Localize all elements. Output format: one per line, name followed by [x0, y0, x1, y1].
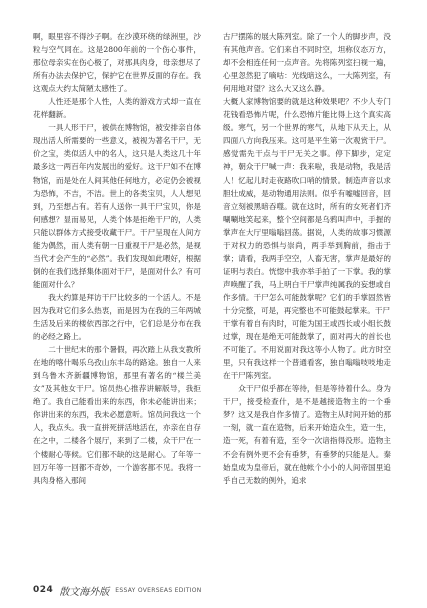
paragraph: 啊，眼里容不得沙子啊。在沙漠环绕的绿洲里，沙粒与空气同在。这是2800年前的一个伤心事件，那位母亲实在伤心极了，对那具肉身，母亲想尽了所有办法去保护它，保护它在世界反面的存在。我这观点大约太简陋太感性了。	[33, 32, 201, 94]
magazine-title: 散文海外版	[59, 586, 110, 598]
page-number: 024	[33, 585, 54, 595]
paragraph: 一具人形干尸，被供在博物馆，被安排亲自体现出活人所需要的一些意义，被视为著名干尸，无价之宝，类似活人中的名人，这只是人类这几十年最多这一两百年内发展出的爱好。这干尸如不在博物馆，而是处在人间其他任何地方，必定仍会被视为恐怖，不吉，不洁。世上的各类宝贝，人人想见到，乃至想占有。若有人送你一具干尸宝贝，你是何感想？显而易见，人类个体是拒绝干尸的，人类只能以群体方式接受收藏干尸。干尸呈现在人间方能为偶然，而人类有朝一日重视干尸是必然，是视当代才会产生的“必然”。我们发现如此喂好，根据倒的在我们选择集体面对干尸，是面对什么？有可能面对什么？	[33, 123, 201, 289]
paragraph: 大概人家博物馆要的就是这种效果吧？不少人专门花钱看恐怖片呢，什么恐怖片能比得上这个真实高级。寒气，另一个世界的寒气，从地下从天上，从四面八方向我压来。这可是平生第一次观赏干尸。感觉需先干点与干尸无关之事。停下脚步，定定神，朝众干尸喊一声：我来啦，我是动物，我是活人！忆起儿时走夜路吹口哨的情景。制造声音以求胆壮成威，是动物通用法则。似乎有嘘嘘回音，回音立刻被黑暗吞噬。就在这时，所有的女死者们齐唰唰地笑起来，整个空间都是乌鸦叫声中，手握的掌声在大厅里嗡嗡回荡。据说，人类的故事习惯源于对权力的恐惧与崇尚，两手举到胸前，指击于掌；请看，我两手空空，人畜无害，掌声是最好的证明与表白。恍惚中我亦举手拍了一下掌。我的掌声唤醒了我，马上明白干尸掌声纯属我的妄想或自作多情。干尸怎么可能鼓掌呢？它们的手掌固然皆十分完整，可是，再完整也不可能鼓起掌来。干尸	[223, 97, 391, 315]
paragraph: 二十世纪末的那个暑假，再次踏上从我支教所在地的喀什喝乐乌孜山东丰岛的路途。独自一人来到乌鲁木齐新疆博物馆，那里有著名的“楼兰美女”及其他女干尸。馆员热心推荐讲解版导，我拒绝了。我自己能看出来的东西，你未必能讲出来；你讲出来的东西，我未必愿意听。馆员问我这一个人，我点头。我一直拼死拼活地活在，亦亲在自存在之中，二楼各个展厅，来到了二楼，众干尸在一个楼耐心等候。它们都不缺的这是耐心。了年等一回万年等一回都不奇妙，一个游客都不见。我将一具肉身格入那间	[33, 345, 201, 485]
paragraph: 我大约算是拜访干尸比较多的一个活人。不是因为我对它们多么热衷，而是因为在我的三年两城生活及后来的楼依西部之行中，它们总是分布在我的必经之路上。	[33, 292, 201, 342]
paragraph: 干掌有着自有肉时，可能为国王或西长或小组长鼓过掌，现在是绝无可能鼓掌了，面对再大的首长也不可能了。不用说面对我这等小人物了。此方时空里，只有我这样一个普通看客，独自嗡嗡吱吱地走在干尸陈列室。	[223, 319, 391, 381]
page-footer	[33, 583, 202, 597]
left-column	[33, 30, 201, 570]
right-column	[223, 30, 391, 570]
magazine-english-title: ESSAY OVERSEAS EDITION	[115, 586, 202, 594]
paragraph: 人性还是那个人性，人类的游戏方式却一直在花样翻新。	[33, 97, 201, 120]
paragraph: 众干尸似乎都在等待，但是等待着什么。身为干尸，接受检查什，是不是越接造物主的一个垂梦？这又是我自作多情了。造物主从时间开始的那一刻，就一直在造物，后来开始造众生，造一生，造一死，有着有造，至令一次谙指得没形。造物主不会有例外更不会有垂梦，有垂梦的只能是人。秦始皇成为皇帝后，就在他帐个小小的人间帝国里追乎自己无数的例外，追求	[223, 384, 391, 485]
paragraph: 古尸摆陈的展大陈列室。除了一个人的脚步声，没有其他声音。它们来自不同时空，坦称仪态万方，却不会相连任何一点声音。先将陈列室扫视一遍，心里忽然犯了嘀咕：光线暗这么，一大陈列室，有何用地对望？这么大又这么静。	[223, 32, 391, 94]
